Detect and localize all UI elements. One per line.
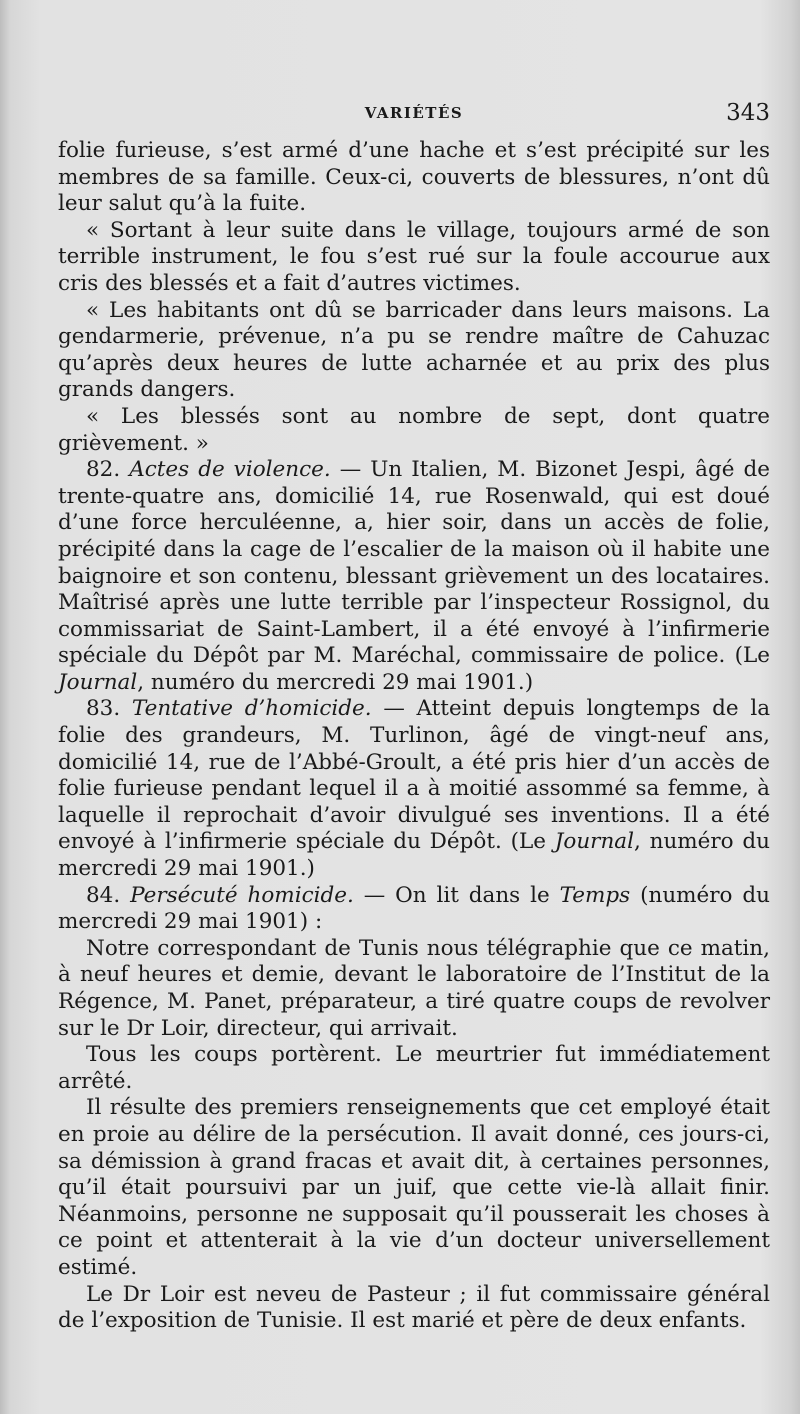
case-83 [58, 696, 770, 882]
running-head: VARIÉTÉS [364, 104, 464, 122]
case-number: 82. [86, 457, 121, 483]
case-citation: , numéro du mercredi 29 mai 1901.) [58, 829, 771, 882]
page-header [58, 100, 770, 130]
case-number: 84. [86, 882, 121, 908]
quoted-paragraph: « Les habitants ont dû se barricader dans leurs maisons. La gendarmerie, prévenue, n’a pu se rendre maître de Cahuzac qu’après deux heures de lutte acharnée et au prix des plus grands dangers. [58, 297, 770, 403]
case-citation: , numéro du mercredi 29 mai 1901.) [137, 669, 534, 695]
quoted-paragraph: « Sortant à leur suite dans le village, toujours armé de son terrible instrument, le fou s’est rué sur la foule accourue aux cris des blessés et a fait d’autres victimes. [58, 217, 770, 296]
paragraph: Le Dr Loir est neveu de Pasteur ; il fut commissaire général de l’exposition de Tunisie. Il est marié et père de deux enfants. [58, 1281, 770, 1334]
source-title: Journal [58, 669, 138, 695]
case-body: — Atteint depuis longtemps de la folie des grandeurs, M. Turlinon, âgé de vingt-neuf ans, domicilié 14, rue de l’Abbé-Groult, a été pris hier d’un accès de folie furieuse pendant lequel il a à moitié assommé sa femme, à laquelle il reprochait d’avoir divulgué ses inventions. Il a été envoyé à l’infirmerie spéciale du Dépôt. (Le [58, 696, 771, 855]
case-title: Tentative d’homicide. [131, 696, 372, 722]
body-text [58, 138, 770, 1335]
source-title: Journal [554, 829, 634, 855]
case-citation: (numéro du mercredi 29 mai 1901) : [58, 882, 770, 935]
case-82 [58, 457, 770, 696]
quoted-paragraph: « Les blessés sont au nombre de sept, dont quatre grièvement. » [58, 403, 770, 456]
case-title: Persécuté homicide. [130, 882, 354, 908]
paragraph: Tous les coups portèrent. Le meurtrier fut immédiatement arrêté. [58, 1042, 770, 1094]
paragraph: Notre correspondant de Tunis nous télégraphie que ce matin, à neuf heures et demie, devant le laboratoire de l’Institut de la Régence, M. Panet, préparateur, a tiré quatre coups de revolver sur le Dr Loir, directeur, qui arrivait. [58, 935, 770, 1041]
case-body: — Un Italien, M. Bizonet Jespi, âgé de trente-quatre ans, domicilié 14, rue Rosenwald, qui est doué d’une force herculéenne, a, hier soir, dans un accès de folie, précipité dans la cage de l’escalier de la maison où il habite une baignoire et son contenu, blessant grièvement un des locataires. Maîtrisé après une lutte terrible par l’inspecteur Rossignol, du commissariat de Saint-Lambert, il a été envoyé à l’infirmerie spéciale du Dépôt par M. Maréchal, commissaire de police. (Le [58, 457, 770, 669]
case-title: Actes de violence. [129, 457, 331, 483]
paragraph: folie furieuse, s’est armé d’une hache et s’est précipité sur les membres de sa famille. Ceux-ci, couverts de blessures, n’ont dû leur salut qu’à la fuite. [58, 138, 770, 217]
case-84 [58, 883, 770, 936]
page-number: 343 [726, 100, 770, 126]
case-body: — On lit dans le [353, 882, 560, 908]
paragraph: Il résulte des premiers renseignements que cet employé était en proie au délire de la persécution. Il avait donné, ces jours-ci, sa démission à grand fracas et avait dit, à certaines personnes, qu’il était poursuivi par un juif, que cette vie-là allait finir. Néanmoins, personne ne supposait qu’il pousserait les choses à ce point et attenterait à la vie d’un docteur universellement estimé. [58, 1095, 770, 1280]
case-number: 83. [86, 696, 121, 722]
source-title: Temps [559, 882, 631, 908]
